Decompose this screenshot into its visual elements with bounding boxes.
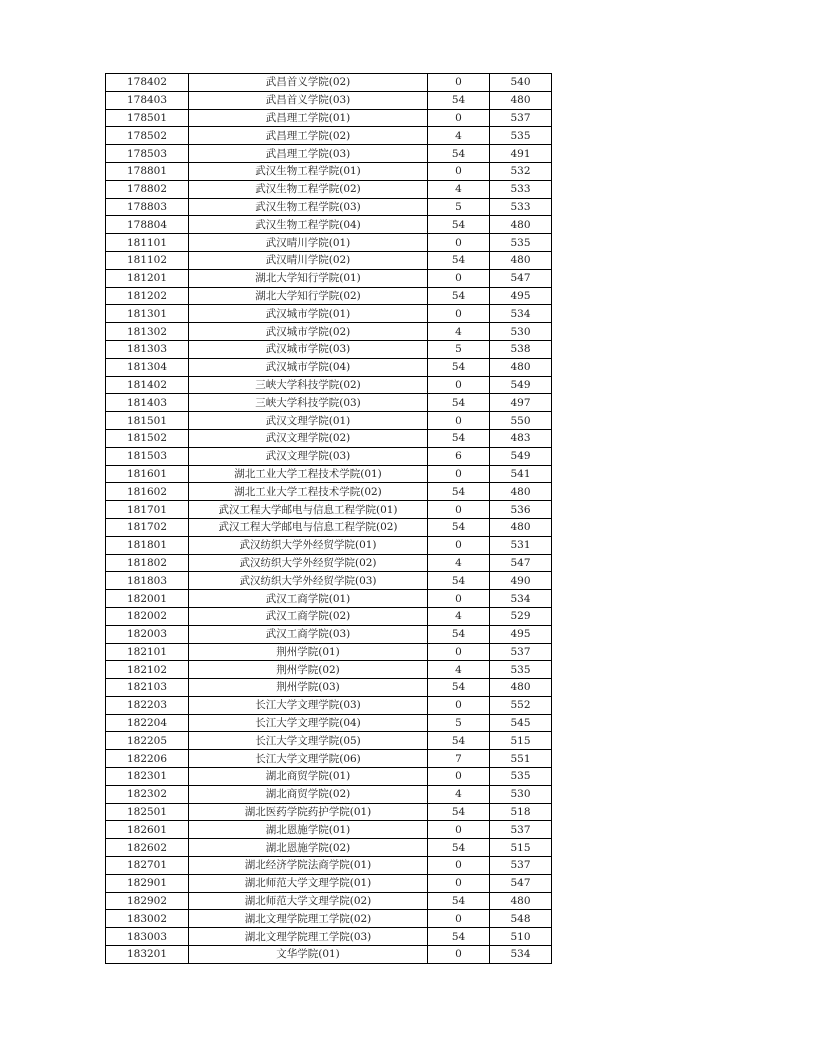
count-cell: 4 bbox=[428, 127, 490, 145]
table-row bbox=[106, 251, 552, 269]
institution-cell: 湖北经济学院法商学院(01) bbox=[189, 857, 428, 875]
table-row bbox=[106, 679, 552, 697]
count-cell: 0 bbox=[428, 162, 490, 180]
score-cell: 480 bbox=[490, 679, 552, 697]
count-cell: 54 bbox=[428, 429, 490, 447]
code-cell: 181802 bbox=[106, 554, 189, 572]
code-cell: 178804 bbox=[106, 216, 189, 234]
institution-cell: 武汉工程大学邮电与信息工程学院(02) bbox=[189, 518, 428, 536]
institution-cell: 武汉城市学院(04) bbox=[189, 358, 428, 376]
count-cell: 0 bbox=[428, 501, 490, 519]
count-cell: 0 bbox=[428, 376, 490, 394]
score-cell: 533 bbox=[490, 198, 552, 216]
table-row bbox=[106, 768, 552, 786]
table-row bbox=[106, 536, 552, 554]
score-cell: 545 bbox=[490, 714, 552, 732]
institution-cell: 湖北工业大学工程技术学院(02) bbox=[189, 483, 428, 501]
count-cell: 0 bbox=[428, 269, 490, 287]
count-cell: 4 bbox=[428, 607, 490, 625]
score-cell: 550 bbox=[490, 412, 552, 430]
institution-cell: 武昌理工学院(01) bbox=[189, 109, 428, 127]
count-cell: 0 bbox=[428, 74, 490, 92]
institution-cell: 长江大学文理学院(04) bbox=[189, 714, 428, 732]
admission-score-table bbox=[105, 73, 552, 964]
table-row bbox=[106, 323, 552, 341]
institution-cell: 长江大学文理学院(03) bbox=[189, 696, 428, 714]
count-cell: 54 bbox=[428, 732, 490, 750]
count-cell: 54 bbox=[428, 803, 490, 821]
code-cell: 181301 bbox=[106, 305, 189, 323]
code-cell: 183201 bbox=[106, 946, 189, 964]
count-cell: 0 bbox=[428, 109, 490, 127]
table-row bbox=[106, 429, 552, 447]
institution-cell: 湖北恩施学院(01) bbox=[189, 821, 428, 839]
code-cell: 178502 bbox=[106, 127, 189, 145]
table-row bbox=[106, 91, 552, 109]
count-cell: 54 bbox=[428, 518, 490, 536]
institution-cell: 湖北工业大学工程技术学院(01) bbox=[189, 465, 428, 483]
code-cell: 182205 bbox=[106, 732, 189, 750]
code-cell: 178803 bbox=[106, 198, 189, 216]
table-row bbox=[106, 287, 552, 305]
count-cell: 0 bbox=[428, 857, 490, 875]
count-cell: 4 bbox=[428, 661, 490, 679]
code-cell: 181101 bbox=[106, 234, 189, 252]
score-cell: 536 bbox=[490, 501, 552, 519]
count-cell: 4 bbox=[428, 323, 490, 341]
score-cell: 480 bbox=[490, 358, 552, 376]
score-cell: 547 bbox=[490, 554, 552, 572]
table-row bbox=[106, 839, 552, 857]
count-cell: 54 bbox=[428, 625, 490, 643]
code-cell: 181302 bbox=[106, 323, 189, 341]
code-cell: 182103 bbox=[106, 679, 189, 697]
institution-cell: 湖北大学知行学院(01) bbox=[189, 269, 428, 287]
count-cell: 0 bbox=[428, 946, 490, 964]
institution-cell: 武汉晴川学院(02) bbox=[189, 251, 428, 269]
code-cell: 182501 bbox=[106, 803, 189, 821]
code-cell: 178802 bbox=[106, 180, 189, 198]
count-cell: 54 bbox=[428, 483, 490, 501]
count-cell: 54 bbox=[428, 928, 490, 946]
table-row bbox=[106, 340, 552, 358]
code-cell: 183002 bbox=[106, 910, 189, 928]
table-row bbox=[106, 803, 552, 821]
table-row bbox=[106, 394, 552, 412]
score-cell: 537 bbox=[490, 857, 552, 875]
code-cell: 181304 bbox=[106, 358, 189, 376]
table-row bbox=[106, 376, 552, 394]
count-cell: 4 bbox=[428, 180, 490, 198]
code-cell: 182203 bbox=[106, 696, 189, 714]
count-cell: 54 bbox=[428, 287, 490, 305]
table-row bbox=[106, 554, 552, 572]
institution-cell: 武汉工商学院(03) bbox=[189, 625, 428, 643]
code-cell: 182002 bbox=[106, 607, 189, 625]
score-cell: 549 bbox=[490, 447, 552, 465]
institution-cell: 湖北商贸学院(02) bbox=[189, 785, 428, 803]
code-cell: 181702 bbox=[106, 518, 189, 536]
table-row bbox=[106, 946, 552, 964]
score-cell: 535 bbox=[490, 768, 552, 786]
count-cell: 0 bbox=[428, 234, 490, 252]
table-row bbox=[106, 447, 552, 465]
code-cell: 182902 bbox=[106, 892, 189, 910]
table-row bbox=[106, 661, 552, 679]
code-cell: 182102 bbox=[106, 661, 189, 679]
score-cell: 515 bbox=[490, 839, 552, 857]
institution-cell: 武汉生物工程学院(01) bbox=[189, 162, 428, 180]
institution-cell: 湖北文理学院理工学院(02) bbox=[189, 910, 428, 928]
count-cell: 0 bbox=[428, 590, 490, 608]
table-row bbox=[106, 928, 552, 946]
institution-cell: 武昌首义学院(02) bbox=[189, 74, 428, 92]
code-cell: 182601 bbox=[106, 821, 189, 839]
score-cell: 551 bbox=[490, 750, 552, 768]
table-row bbox=[106, 607, 552, 625]
count-cell: 54 bbox=[428, 892, 490, 910]
code-cell: 181502 bbox=[106, 429, 189, 447]
score-cell: 531 bbox=[490, 536, 552, 554]
table-row bbox=[106, 412, 552, 430]
table-row bbox=[106, 732, 552, 750]
count-cell: 5 bbox=[428, 714, 490, 732]
table-row bbox=[106, 216, 552, 234]
institution-cell: 武汉工程大学邮电与信息工程学院(01) bbox=[189, 501, 428, 519]
count-cell: 54 bbox=[428, 572, 490, 590]
score-cell: 548 bbox=[490, 910, 552, 928]
count-cell: 54 bbox=[428, 679, 490, 697]
institution-cell: 武汉纺织大学外经贸学院(01) bbox=[189, 536, 428, 554]
table-row bbox=[106, 501, 552, 519]
code-cell: 182901 bbox=[106, 874, 189, 892]
institution-cell: 武汉文理学院(03) bbox=[189, 447, 428, 465]
count-cell: 5 bbox=[428, 340, 490, 358]
count-cell: 0 bbox=[428, 643, 490, 661]
score-cell: 480 bbox=[490, 91, 552, 109]
table-row bbox=[106, 145, 552, 163]
count-cell: 6 bbox=[428, 447, 490, 465]
institution-cell: 武汉城市学院(01) bbox=[189, 305, 428, 323]
score-cell: 537 bbox=[490, 821, 552, 839]
score-cell: 480 bbox=[490, 216, 552, 234]
count-cell: 54 bbox=[428, 394, 490, 412]
table-row bbox=[106, 198, 552, 216]
count-cell: 0 bbox=[428, 536, 490, 554]
score-cell: 538 bbox=[490, 340, 552, 358]
score-cell: 547 bbox=[490, 874, 552, 892]
institution-cell: 三峡大学科技学院(03) bbox=[189, 394, 428, 412]
table-row bbox=[106, 127, 552, 145]
institution-cell: 武汉工商学院(02) bbox=[189, 607, 428, 625]
institution-cell: 武汉城市学院(02) bbox=[189, 323, 428, 341]
code-cell: 181701 bbox=[106, 501, 189, 519]
score-cell: 515 bbox=[490, 732, 552, 750]
table-row bbox=[106, 750, 552, 768]
score-cell: 495 bbox=[490, 287, 552, 305]
institution-cell: 武汉纺织大学外经贸学院(03) bbox=[189, 572, 428, 590]
count-cell: 0 bbox=[428, 821, 490, 839]
code-cell: 181201 bbox=[106, 269, 189, 287]
score-cell: 480 bbox=[490, 251, 552, 269]
score-cell: 530 bbox=[490, 785, 552, 803]
institution-cell: 湖北大学知行学院(02) bbox=[189, 287, 428, 305]
count-cell: 0 bbox=[428, 465, 490, 483]
code-cell: 182701 bbox=[106, 857, 189, 875]
code-cell: 182206 bbox=[106, 750, 189, 768]
table-body bbox=[106, 74, 552, 964]
institution-cell: 武汉工商学院(01) bbox=[189, 590, 428, 608]
score-cell: 530 bbox=[490, 323, 552, 341]
score-cell: 491 bbox=[490, 145, 552, 163]
count-cell: 0 bbox=[428, 768, 490, 786]
table-row bbox=[106, 269, 552, 287]
institution-cell: 武昌首义学院(03) bbox=[189, 91, 428, 109]
table-row bbox=[106, 109, 552, 127]
table-row bbox=[106, 358, 552, 376]
code-cell: 181801 bbox=[106, 536, 189, 554]
score-cell: 483 bbox=[490, 429, 552, 447]
score-cell: 495 bbox=[490, 625, 552, 643]
institution-cell: 武昌理工学院(03) bbox=[189, 145, 428, 163]
code-cell: 181303 bbox=[106, 340, 189, 358]
score-cell: 547 bbox=[490, 269, 552, 287]
table-row bbox=[106, 785, 552, 803]
count-cell: 0 bbox=[428, 305, 490, 323]
institution-cell: 湖北商贸学院(01) bbox=[189, 768, 428, 786]
code-cell: 181601 bbox=[106, 465, 189, 483]
code-cell: 182101 bbox=[106, 643, 189, 661]
score-cell: 497 bbox=[490, 394, 552, 412]
code-cell: 181503 bbox=[106, 447, 189, 465]
institution-cell: 三峡大学科技学院(02) bbox=[189, 376, 428, 394]
score-cell: 532 bbox=[490, 162, 552, 180]
count-cell: 54 bbox=[428, 91, 490, 109]
institution-cell: 长江大学文理学院(06) bbox=[189, 750, 428, 768]
code-cell: 178402 bbox=[106, 74, 189, 92]
score-cell: 480 bbox=[490, 518, 552, 536]
score-cell: 534 bbox=[490, 946, 552, 964]
table-row bbox=[106, 74, 552, 92]
table-row bbox=[106, 465, 552, 483]
score-cell: 535 bbox=[490, 127, 552, 145]
count-cell: 54 bbox=[428, 251, 490, 269]
code-cell: 178403 bbox=[106, 91, 189, 109]
institution-cell: 湖北文理学院理工学院(03) bbox=[189, 928, 428, 946]
code-cell: 181501 bbox=[106, 412, 189, 430]
institution-cell: 湖北医药学院药护学院(01) bbox=[189, 803, 428, 821]
score-cell: 533 bbox=[490, 180, 552, 198]
count-cell: 4 bbox=[428, 785, 490, 803]
count-cell: 54 bbox=[428, 216, 490, 234]
table-row bbox=[106, 874, 552, 892]
code-cell: 178501 bbox=[106, 109, 189, 127]
score-cell: 535 bbox=[490, 661, 552, 679]
score-cell: 529 bbox=[490, 607, 552, 625]
code-cell: 181102 bbox=[106, 251, 189, 269]
institution-cell: 长江大学文理学院(05) bbox=[189, 732, 428, 750]
score-cell: 480 bbox=[490, 483, 552, 501]
count-cell: 0 bbox=[428, 874, 490, 892]
code-cell: 182204 bbox=[106, 714, 189, 732]
count-cell: 54 bbox=[428, 358, 490, 376]
code-cell: 182602 bbox=[106, 839, 189, 857]
institution-cell: 武汉纺织大学外经贸学院(02) bbox=[189, 554, 428, 572]
table-row bbox=[106, 590, 552, 608]
code-cell: 183003 bbox=[106, 928, 189, 946]
score-cell: 510 bbox=[490, 928, 552, 946]
score-cell: 537 bbox=[490, 643, 552, 661]
count-cell: 4 bbox=[428, 554, 490, 572]
institution-cell: 武汉晴川学院(01) bbox=[189, 234, 428, 252]
code-cell: 181402 bbox=[106, 376, 189, 394]
table-row bbox=[106, 643, 552, 661]
code-cell: 182302 bbox=[106, 785, 189, 803]
count-cell: 0 bbox=[428, 910, 490, 928]
table-row bbox=[106, 821, 552, 839]
table-row bbox=[106, 910, 552, 928]
code-cell: 181202 bbox=[106, 287, 189, 305]
count-cell: 54 bbox=[428, 145, 490, 163]
score-cell: 534 bbox=[490, 590, 552, 608]
institution-cell: 荆州学院(02) bbox=[189, 661, 428, 679]
count-cell: 5 bbox=[428, 198, 490, 216]
institution-cell: 荆州学院(01) bbox=[189, 643, 428, 661]
institution-cell: 武汉文理学院(01) bbox=[189, 412, 428, 430]
code-cell: 181403 bbox=[106, 394, 189, 412]
table-row bbox=[106, 234, 552, 252]
count-cell: 0 bbox=[428, 412, 490, 430]
institution-cell: 荆州学院(03) bbox=[189, 679, 428, 697]
institution-cell: 湖北师范大学文理学院(01) bbox=[189, 874, 428, 892]
code-cell: 182301 bbox=[106, 768, 189, 786]
table-row bbox=[106, 714, 552, 732]
score-cell: 480 bbox=[490, 892, 552, 910]
table-row bbox=[106, 892, 552, 910]
code-cell: 181803 bbox=[106, 572, 189, 590]
table-row bbox=[106, 696, 552, 714]
code-cell: 182001 bbox=[106, 590, 189, 608]
score-cell: 537 bbox=[490, 109, 552, 127]
score-cell: 549 bbox=[490, 376, 552, 394]
table-row bbox=[106, 305, 552, 323]
institution-cell: 武汉生物工程学院(04) bbox=[189, 216, 428, 234]
score-cell: 541 bbox=[490, 465, 552, 483]
institution-cell: 湖北恩施学院(02) bbox=[189, 839, 428, 857]
institution-cell: 武汉文理学院(02) bbox=[189, 429, 428, 447]
table-row bbox=[106, 572, 552, 590]
institution-cell: 湖北师范大学文理学院(02) bbox=[189, 892, 428, 910]
score-cell: 534 bbox=[490, 305, 552, 323]
code-cell: 181602 bbox=[106, 483, 189, 501]
institution-cell: 武汉生物工程学院(02) bbox=[189, 180, 428, 198]
institution-cell: 武汉城市学院(03) bbox=[189, 340, 428, 358]
score-cell: 535 bbox=[490, 234, 552, 252]
count-cell: 54 bbox=[428, 839, 490, 857]
table-row bbox=[106, 483, 552, 501]
table-row bbox=[106, 625, 552, 643]
count-cell: 0 bbox=[428, 696, 490, 714]
institution-cell: 武汉生物工程学院(03) bbox=[189, 198, 428, 216]
institution-cell: 武昌理工学院(02) bbox=[189, 127, 428, 145]
table-row bbox=[106, 162, 552, 180]
score-cell: 552 bbox=[490, 696, 552, 714]
code-cell: 178801 bbox=[106, 162, 189, 180]
score-cell: 490 bbox=[490, 572, 552, 590]
score-cell: 540 bbox=[490, 74, 552, 92]
code-cell: 178503 bbox=[106, 145, 189, 163]
institution-cell: 文华学院(01) bbox=[189, 946, 428, 964]
table-row bbox=[106, 180, 552, 198]
count-cell: 7 bbox=[428, 750, 490, 768]
score-cell: 518 bbox=[490, 803, 552, 821]
code-cell: 182003 bbox=[106, 625, 189, 643]
table-row bbox=[106, 518, 552, 536]
table-row bbox=[106, 857, 552, 875]
